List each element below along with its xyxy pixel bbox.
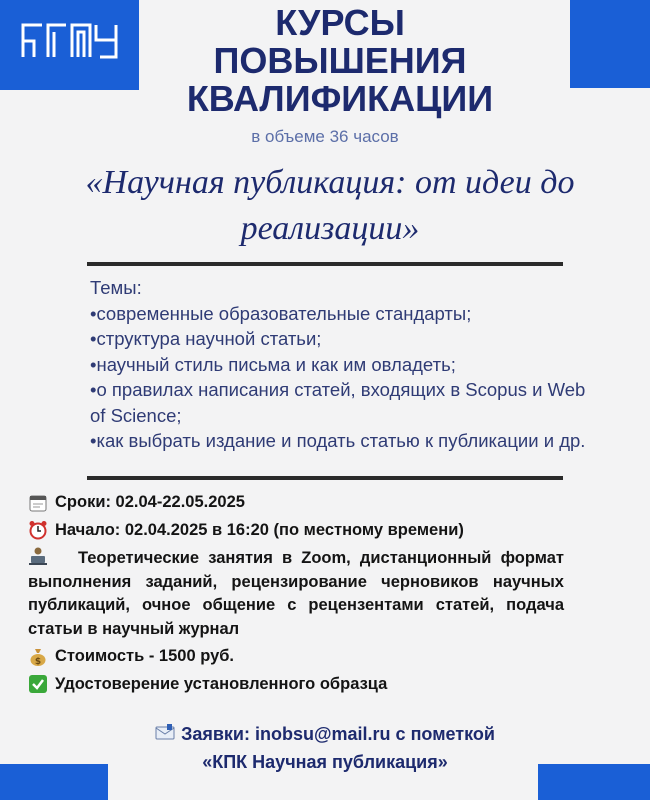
start-text: Начало: 02.04.2025 в 16:20 (по местному времени) — [55, 520, 464, 539]
dates-row — [28, 491, 564, 515]
svg-text:$: $ — [34, 656, 42, 667]
course-name — [30, 160, 630, 252]
topic-item: •структура научной статьи; — [90, 328, 322, 349]
format-paragraph — [28, 546, 564, 641]
contact-block — [0, 720, 650, 776]
start-row — [28, 519, 564, 543]
format-text: Теоретические занятия в Zoom, дистанционный формат выполнения заданий, рецензирование черновиков научных публикаций, очное общение с рецензентами статей, подача статьи в научный журнал — [28, 549, 564, 638]
hours-subtitle: в объеме 36 часов — [251, 127, 399, 146]
corner-block-top-right — [570, 0, 650, 88]
envelope-icon — [155, 723, 175, 743]
laptop-user-icon — [28, 546, 48, 566]
calendar-icon — [28, 493, 48, 513]
title-line-2: ПОВЫШЕНИЯ — [213, 40, 467, 81]
contact-line-1 — [0, 720, 650, 748]
course-name-line-1: «Научная публикация: от идеи до — [85, 164, 575, 201]
course-name-line-2: реализации» — [240, 210, 420, 247]
topic-item: •как выбрать издание и подать статью к публикации и др. — [90, 430, 586, 451]
topic-item: •современные образовательные стандарты; — [90, 302, 472, 324]
topic-item: •о правилах написания статей, входящих в Scopus и Web of Science; — [90, 379, 586, 426]
course-details — [28, 491, 564, 700]
university-logo — [20, 22, 120, 60]
certificate-row — [28, 673, 564, 697]
contact-email-text: Заявки: inobsu@mail.ru с пометкой — [181, 724, 495, 744]
topics-heading: Темы: — [90, 277, 142, 298]
title-line-1: КУРСЫ — [275, 2, 405, 43]
divider-top — [87, 262, 563, 266]
money-bag-icon — [28, 647, 48, 667]
topics-list — [90, 275, 600, 454]
page-title — [140, 4, 540, 118]
title-line-3: КВАЛИФИКАЦИИ — [186, 78, 494, 119]
divider-bottom — [87, 476, 563, 480]
price-row — [28, 645, 564, 669]
certificate-text: Удостоверение установленного образца — [55, 674, 388, 693]
price-text: Стоимость - 1500 руб. — [55, 647, 235, 665]
dates-text: Сроки: 02.04-22.05.2025 — [55, 493, 245, 511]
contact-line-2: «КПК Научная публикация» — [202, 752, 448, 772]
alarm-clock-icon — [28, 520, 48, 540]
check-mark-icon — [28, 674, 48, 694]
topic-item: •научный стиль письма и как им овладеть; — [90, 353, 456, 375]
